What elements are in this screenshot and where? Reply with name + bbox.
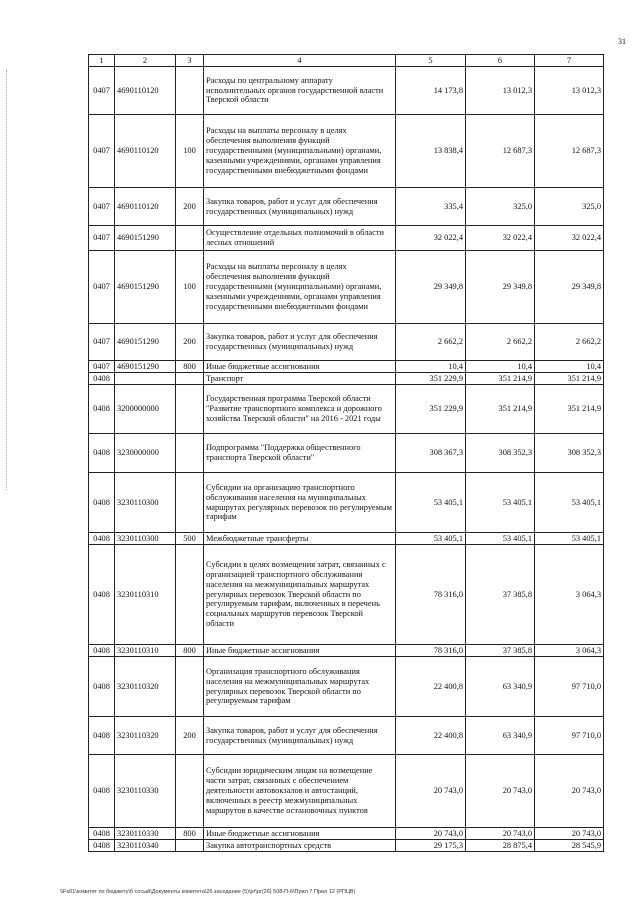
amount-2019-cell: 53 405,1 [396,533,466,545]
amount-2019-cell: 29 175,3 [396,840,466,852]
header-col-3: 3 [176,55,204,67]
section-code-cell: 0408 [89,840,115,852]
amount-2020-cell: 37 385,8 [466,545,535,645]
amount-2020-cell: 2 662,2 [466,324,535,361]
table-row [89,385,604,434]
amount-2021-cell: 13 012,3 [535,67,604,115]
amount-2020-cell: 20 743,0 [466,828,535,840]
amount-2020-cell: 53 405,1 [466,533,535,545]
table-row [89,115,604,188]
amount-2021-cell: 351 214,9 [535,385,604,434]
item-name-cell: Подпрограмма "Поддержка общественного транспорта Тверской области" [204,434,396,473]
target-article-cell: 4690151290 [115,226,176,251]
section-code-cell: 0407 [89,251,115,324]
target-article-cell: 3230110340 [115,840,176,852]
amount-2021-cell: 53 405,1 [535,473,604,533]
amount-2020-cell: 37 385,8 [466,645,535,657]
amount-2020-cell: 325,0 [466,188,535,226]
amount-2020-cell: 12 687,3 [466,115,535,188]
section-code-cell: 0408 [89,385,115,434]
amount-2019-cell: 53 405,1 [396,473,466,533]
table-row [89,67,604,115]
table-row [89,828,604,840]
amount-2019-cell: 32 022,4 [396,226,466,251]
table-row [89,755,604,828]
item-name-cell: Закупка товаров, работ и услуг для обеспечения государственных (муниципальных) нужд [204,717,396,755]
expense-type-cell [176,657,204,717]
target-article-cell: 3230110310 [115,545,176,645]
section-code-cell: 0408 [89,473,115,533]
amount-2021-cell: 2 662,2 [535,324,604,361]
target-article-cell: 3230110320 [115,717,176,755]
table-row [89,717,604,755]
expense-type-cell: 800 [176,645,204,657]
table-row [89,226,604,251]
table-row [89,373,604,385]
section-code-cell: 0408 [89,657,115,717]
amount-2021-cell: 325,0 [535,188,604,226]
section-code-cell: 0408 [89,533,115,545]
section-code-cell: 0408 [89,755,115,828]
table-header-row [89,55,604,67]
budget-table [88,54,604,852]
table-row [89,840,604,852]
target-article-cell: 3230110320 [115,657,176,717]
amount-2021-cell: 308 352,3 [535,434,604,473]
amount-2019-cell: 78 316,0 [396,545,466,645]
item-name-cell: Закупка товаров, работ и услуг для обеспечения государственных (муниципальных) нужд [204,324,396,361]
amount-2019-cell: 22 400,8 [396,717,466,755]
expense-type-cell [176,385,204,434]
expense-type-cell: 800 [176,361,204,373]
item-name-cell: Расходы по центральному аппарату исполнительных органов государственной власти Тверской области [204,67,396,115]
amount-2020-cell: 13 012,3 [466,67,535,115]
amount-2019-cell: 2 662,2 [396,324,466,361]
section-code-cell: 0408 [89,828,115,840]
amount-2021-cell: 3 064,3 [535,545,604,645]
item-name-cell: Иные бюджетные ассигнования [204,361,396,373]
scan-margin-mark [6,70,8,490]
target-article-cell: 4690110120 [115,188,176,226]
amount-2020-cell: 32 022,4 [466,226,535,251]
expense-type-cell [176,473,204,533]
section-code-cell: 0407 [89,226,115,251]
item-name-cell: Иные бюджетные ассигнования [204,828,396,840]
expense-type-cell: 500 [176,533,204,545]
section-code-cell: 0407 [89,115,115,188]
expense-type-cell [176,840,204,852]
amount-2019-cell: 29 349,8 [396,251,466,324]
expense-type-cell [176,755,204,828]
amount-2021-cell: 10,4 [535,361,604,373]
amount-2020-cell: 351 214,9 [466,385,535,434]
amount-2020-cell: 28 875,4 [466,840,535,852]
target-article-cell: 3230110300 [115,473,176,533]
section-code-cell: 0407 [89,188,115,226]
amount-2021-cell: 20 743,0 [535,828,604,840]
expense-type-cell [176,67,204,115]
item-name-cell: Субсидии на организацию транспортного обслуживания населения на муниципальных маршрутах регулярных перевозок по регулируемым тарифам [204,473,396,533]
item-name-cell: Иные бюджетные ассигнования [204,645,396,657]
amount-2020-cell: 10,4 [466,361,535,373]
target-article-cell: 4690151290 [115,324,176,361]
amount-2021-cell: 29 349,8 [535,251,604,324]
page-number: 31 [618,37,626,46]
expense-type-cell: 100 [176,115,204,188]
amount-2020-cell: 63 340,9 [466,657,535,717]
footer-file-path: \\Fs01\комитет по бюджету\б сосый\Документы комитета\26 заседание (5)\pr\pr(26) 508-П-6\Прил 7 Прил 12 (РПЦВ) [60,889,356,895]
target-article-cell: 3230110330 [115,828,176,840]
header-col-5: 5 [396,55,466,67]
table-row [89,324,604,361]
table-row [89,434,604,473]
table-row [89,645,604,657]
item-name-cell: Межбюджетные трансферты [204,533,396,545]
expense-type-cell: 200 [176,324,204,361]
header-col-7: 7 [535,55,604,67]
header-col-4: 4 [204,55,396,67]
target-article-cell: 4690151290 [115,361,176,373]
table-row [89,657,604,717]
amount-2020-cell: 20 743,0 [466,755,535,828]
target-article-cell: 4690110120 [115,115,176,188]
target-article-cell: 3230110330 [115,755,176,828]
amount-2019-cell: 351 229,9 [396,373,466,385]
table-row [89,545,604,645]
item-name-cell: Субсидии в целях возмещения затрат, связанных с организацией транспортного обслуживания населения на межмуниципальных маршрутах регулярных перевозок Тверской области по регулируемым тарифам, включенных в перечень социальных маршрутов перевозок Тверской области [204,545,396,645]
amount-2020-cell: 351 214,9 [466,373,535,385]
header-col-1: 1 [89,55,115,67]
section-code-cell: 0407 [89,67,115,115]
amount-2021-cell: 97 710,0 [535,717,604,755]
table-body [89,67,604,852]
amount-2019-cell: 308 367,3 [396,434,466,473]
item-name-cell: Расходы на выплаты персоналу в целях обеспечения выполнения функций государственными (муниципальными) органами, казенными учреждениями, органами управления государственными внебюджетными фондами [204,115,396,188]
header-col-6: 6 [466,55,535,67]
target-article-cell: 3230110300 [115,533,176,545]
amount-2019-cell: 351 229,9 [396,385,466,434]
item-name-cell: Закупка автотранспортных средств [204,840,396,852]
amount-2020-cell: 63 340,9 [466,717,535,755]
expense-type-cell [176,373,204,385]
item-name-cell: Закупка товаров, работ и услуг для обеспечения государственных (муниципальных) нужд [204,188,396,226]
amount-2019-cell: 14 173,8 [396,67,466,115]
expense-type-cell [176,226,204,251]
item-name-cell: Организация транспортного обслуживания населения на межмуниципальных маршрутах регулярных перевозок Тверской области по регулируемым тарифам [204,657,396,717]
amount-2021-cell: 351 214,9 [535,373,604,385]
section-code-cell: 0407 [89,324,115,361]
target-article-cell: 4690110120 [115,67,176,115]
amount-2021-cell: 53 405,1 [535,533,604,545]
amount-2019-cell: 20 743,0 [396,828,466,840]
amount-2019-cell: 20 743,0 [396,755,466,828]
amount-2021-cell: 20 743,0 [535,755,604,828]
amount-2021-cell: 28 545,9 [535,840,604,852]
amount-2019-cell: 22 400,8 [396,657,466,717]
header-col-2: 2 [115,55,176,67]
table-row [89,473,604,533]
item-name-cell: Государственная программа Тверской области "Развитие транспортного комплекса и дорожного хозяйства Тверской области" на 2016 - 2021 годы [204,385,396,434]
table-row [89,188,604,226]
table-row [89,251,604,324]
expense-type-cell: 800 [176,828,204,840]
amount-2021-cell: 32 022,4 [535,226,604,251]
expense-type-cell: 100 [176,251,204,324]
section-code-cell: 0407 [89,361,115,373]
target-article-cell: 3230110310 [115,645,176,657]
table-row [89,361,604,373]
amount-2021-cell: 12 687,3 [535,115,604,188]
item-name-cell: Субсидии юридическим лицам на возмещение части затрат, связанных с обеспечением деятельности автовокзалов и автостанций, включенных в реестр межмуниципальных маршрутов в качестве остановочных пунктов [204,755,396,828]
amount-2020-cell: 53 405,1 [466,473,535,533]
expense-type-cell: 200 [176,717,204,755]
expense-type-cell [176,434,204,473]
section-code-cell: 0408 [89,434,115,473]
expense-type-cell [176,545,204,645]
target-article-cell: 3230000000 [115,434,176,473]
amount-2021-cell: 3 064,3 [535,645,604,657]
target-article-cell: 3200000000 [115,385,176,434]
amount-2019-cell: 335,4 [396,188,466,226]
item-name-cell: Транспорт [204,373,396,385]
amount-2019-cell: 13 838,4 [396,115,466,188]
target-article-cell [115,373,176,385]
section-code-cell: 0408 [89,545,115,645]
amount-2021-cell: 97 710,0 [535,657,604,717]
item-name-cell: Осуществление отдельных полномочий в области лесных отношений [204,226,396,251]
target-article-cell: 4690151290 [115,251,176,324]
amount-2019-cell: 78 316,0 [396,645,466,657]
expense-type-cell: 200 [176,188,204,226]
section-code-cell: 0408 [89,645,115,657]
amount-2020-cell: 29 349,8 [466,251,535,324]
section-code-cell: 0408 [89,717,115,755]
section-code-cell: 0408 [89,373,115,385]
amount-2019-cell: 10,4 [396,361,466,373]
item-name-cell: Расходы на выплаты персоналу в целях обеспечения выполнения функций государственными (муниципальными) органами, казенными учреждениями, органами управления государственными внебюджетными фондами [204,251,396,324]
table-row [89,533,604,545]
amount-2020-cell: 308 352,3 [466,434,535,473]
